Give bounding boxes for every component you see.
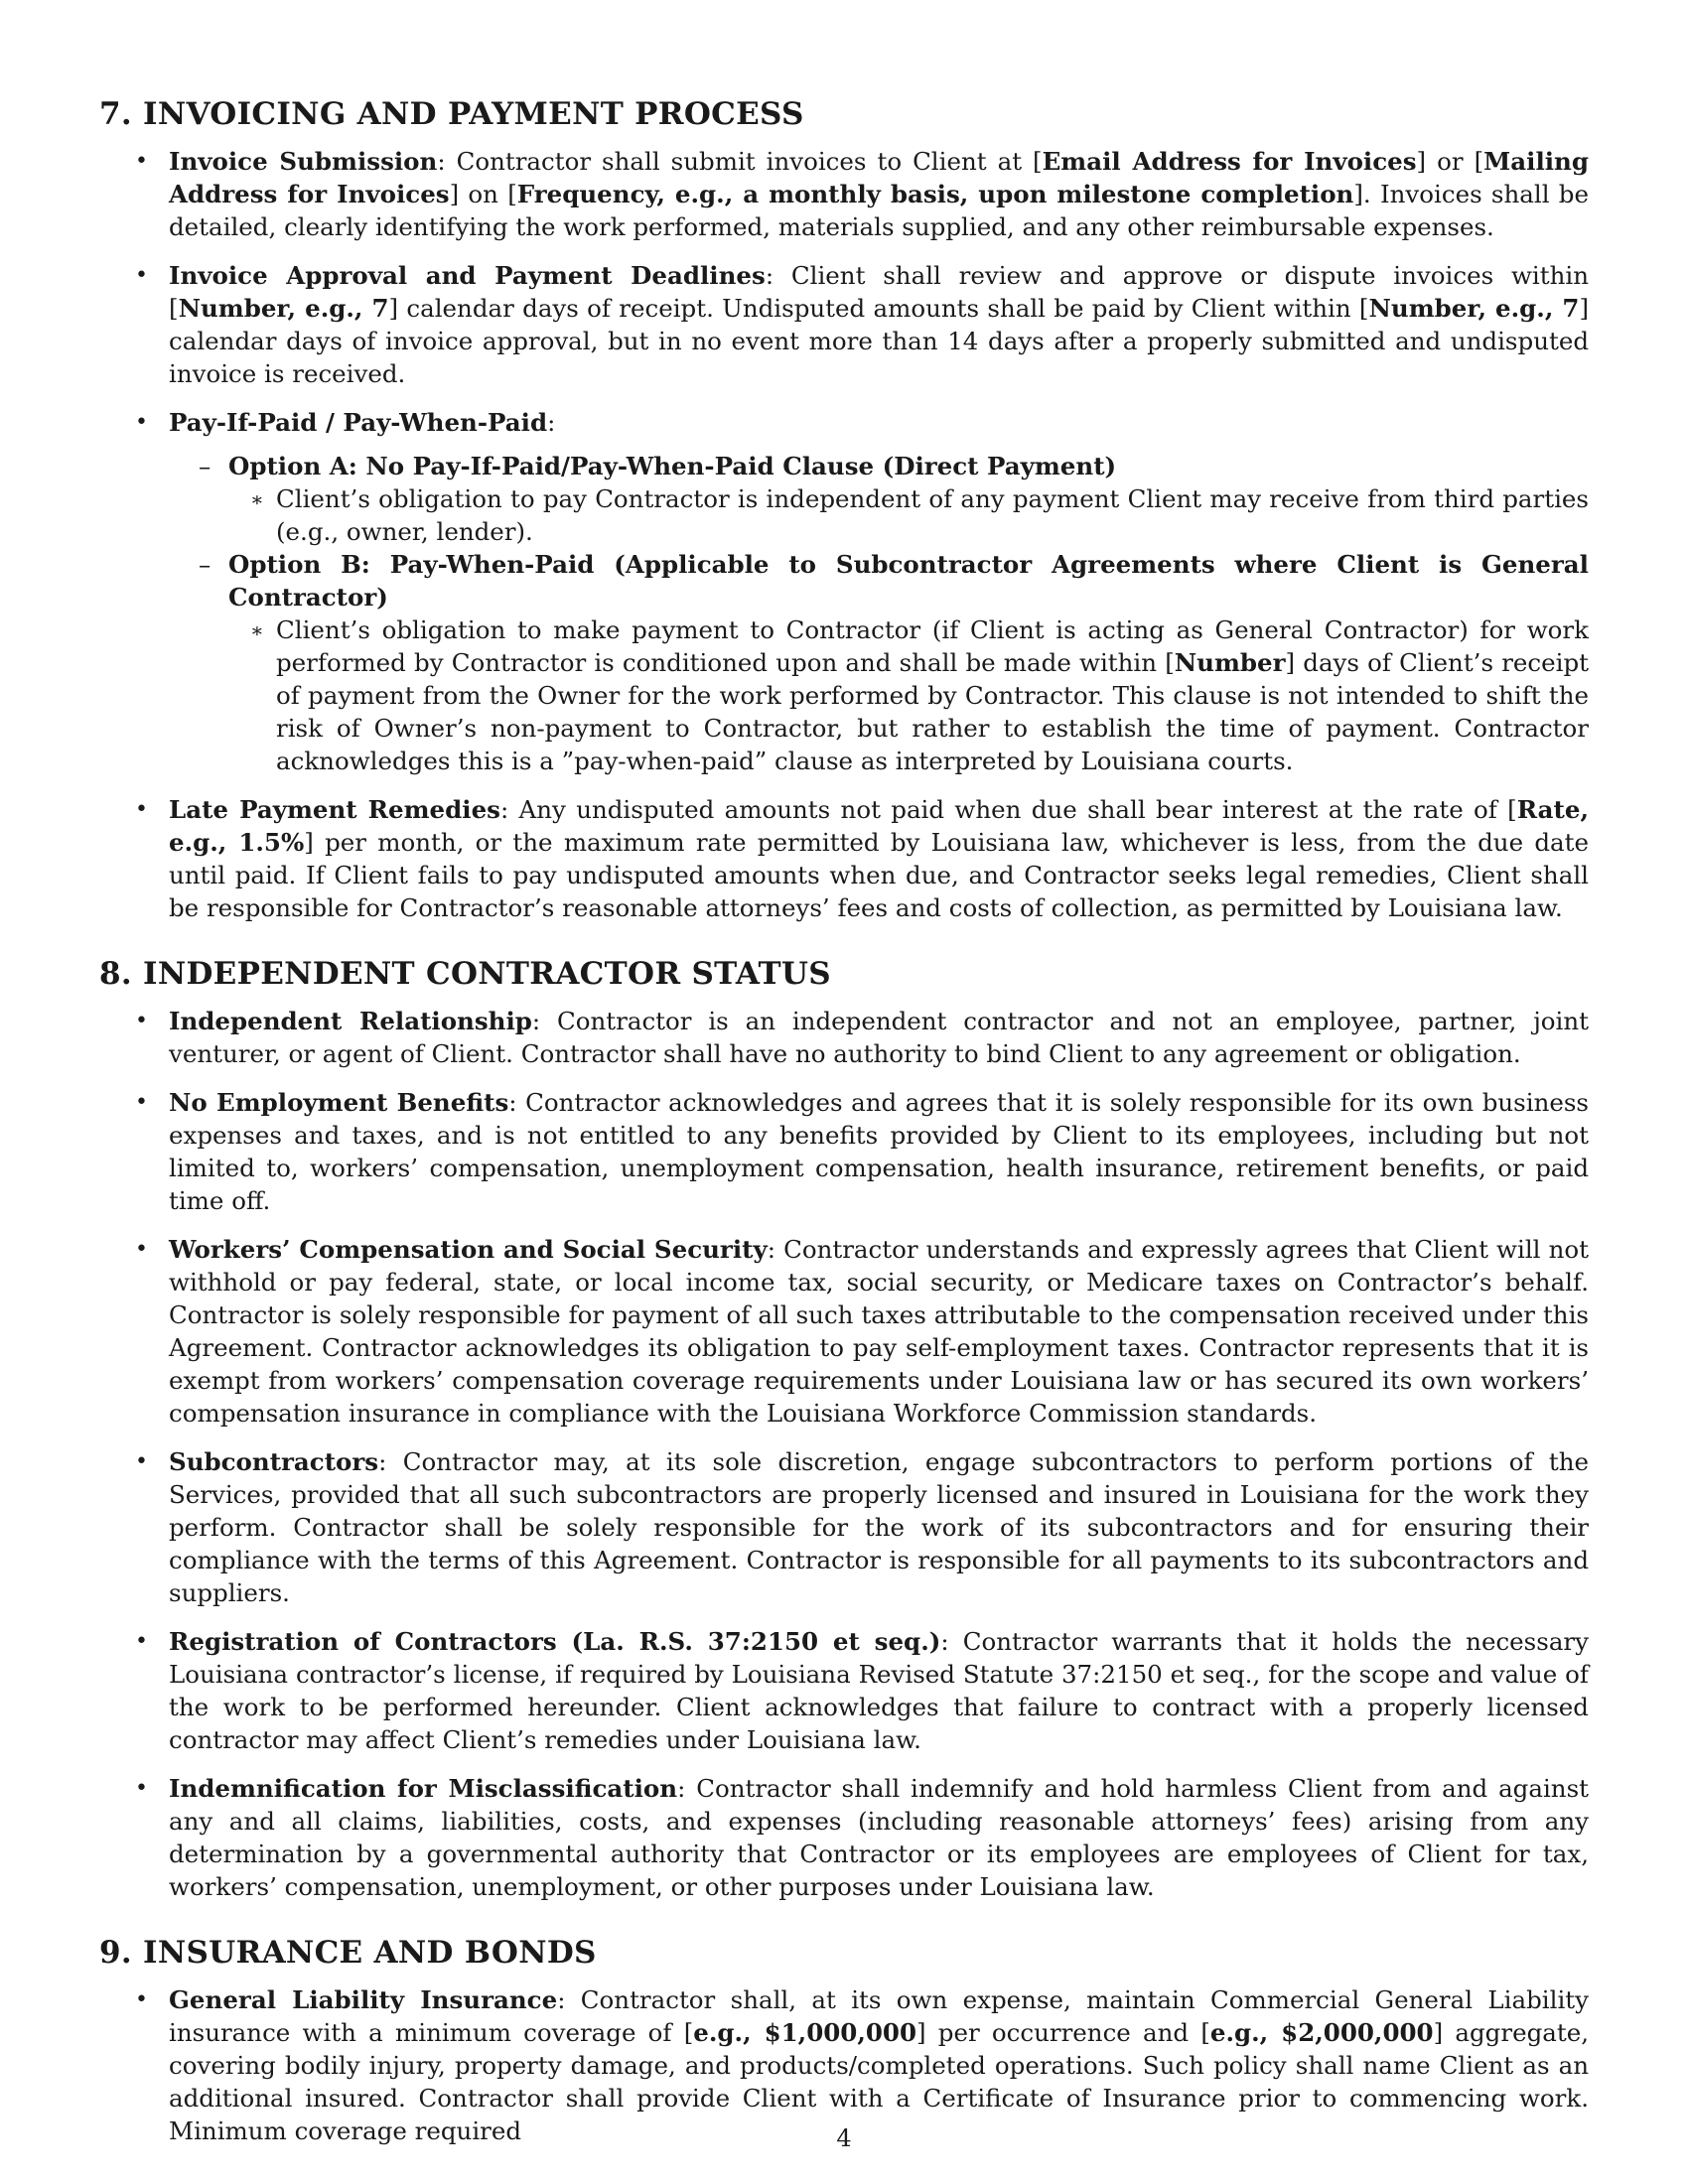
bullet-icon: • — [135, 1237, 148, 1262]
list-item — [99, 1772, 1589, 1903]
option-list — [169, 450, 1589, 777]
item-title: Registration of Contractors (La. R.S. 37:2150 et seq.) — [169, 1627, 941, 1656]
list-item — [99, 1005, 1589, 1070]
item-text: ] aggregate, covering bodily injury, property damage, and products/completed operations. Such policy shall name Client as an additional insured. Contractor shall provide Client with a Certificate of Insurance prior to commencing work. Minimum coverage required — [169, 2018, 1589, 2145]
item-title: Independent Relationship — [169, 1007, 532, 1035]
item-title: Indemnification for Misclassification — [169, 1774, 678, 1803]
document-page — [99, 94, 1589, 2163]
item-text: : Contractor understands and expressly agrees that Client will not withhold or pay federal, state, or local income tax, social security, or Medicare taxes on Contractor’s behalf. Contractor is solely responsible for payment of all such taxes attributable to the compensation received under this Agreement. Contractor acknowledges its obligation to pay self-employment taxes. Contractor represents that it is exempt from workers’ compensation coverage requirements under Louisiana law or has secured its own workers’ compensation insurance in compliance with the Louisiana Workforce Commission standards. — [169, 1235, 1589, 1428]
item-text: : — [547, 408, 556, 437]
placeholder-text: Number, e.g., 7 — [1368, 294, 1580, 323]
placeholder-text: Email Address for Invoices — [1042, 147, 1417, 176]
item-text: ] on [ — [449, 180, 517, 208]
item-text: ] per month, or the maximum rate permitted by Louisiana law, whichever is less, from the due date until paid. If Client fails to pay undisputed amounts when due, and Contractor seeks legal remedies, Client shall be responsible for Contractor’s reasonable attorneys’ fees and costs of collection, as permitted by Louisiana law. — [169, 828, 1589, 922]
item-text: : Contractor shall, at its own expense, maintain Commercial General Liability insurance with a minimum coverage of [ — [169, 1985, 1589, 2047]
item-text: : Contractor is an independent contractor and not an employee, partner, joint venturer, or agent of Client. Contractor shall have no authority to bind Client to any agreement or obligation. — [169, 1007, 1589, 1068]
list-item — [99, 406, 1589, 777]
list-item — [99, 1086, 1589, 1217]
item-text: : Contractor shall indemnify and hold harmless Client from and against any and all claims, liabilities, costs, and expenses (including reasonable attorneys’ fees) arising from any determination by a governmental authority that Contractor or its employees are employees of Client for tax, workers’ compensation, unemployment, or other purposes under Louisiana law. — [169, 1774, 1589, 1901]
item-text: : Client shall review and approve or dispute invoices within [ — [169, 261, 1589, 323]
placeholder-text: Mailing Address for Invoices — [169, 147, 1590, 208]
placeholder-text: Rate, e.g., 1.5% — [169, 795, 1589, 857]
sub-list — [228, 482, 1589, 548]
section-invoicing — [99, 94, 1589, 924]
item-title: Subcontractors — [169, 1447, 379, 1476]
item-text: Client’s obligation to make payment to Contractor (if Client is acting as General Contractor) for work performed by Contractor is conditioned upon and shall be made within [ — [276, 615, 1589, 677]
bullet-icon: • — [135, 149, 148, 174]
asterisk-icon: ∗ — [250, 618, 264, 642]
item-title: No Employment Benefits — [169, 1088, 509, 1117]
item-text: Client’s obligation to pay Contractor is independent of any payment Client may receive from third parties (e.g., owner, lender). — [276, 484, 1589, 546]
bullet-icon: • — [135, 1090, 148, 1115]
bullet-icon: • — [135, 1629, 148, 1654]
item-text: ] per occurrence and [ — [916, 2018, 1210, 2047]
option-item — [169, 548, 1589, 777]
section-heading: 7. INVOICING AND PAYMENT PROCESS — [99, 96, 804, 132]
bullet-list — [99, 1005, 1589, 1903]
section-heading: 9. INSURANCE AND BONDS — [99, 1935, 597, 1971]
list-item — [99, 1983, 1589, 2147]
placeholder-text: e.g., $2,000,000 — [1209, 2018, 1434, 2047]
option-label: Option B: Pay-When-Paid (Applicable to Subcontractor Agreements where Client is General Contractor) — [228, 550, 1589, 612]
section-insurance — [99, 1933, 1589, 2147]
placeholder-text: Number, e.g., 7 — [178, 294, 389, 323]
placeholder-text: Frequency, e.g., a monthly basis, upon milestone completion — [516, 180, 1354, 208]
item-title: General Liability Insurance — [169, 1985, 558, 2014]
bullet-icon: • — [135, 1776, 148, 1801]
page-number: 4 — [836, 2124, 852, 2152]
list-item — [99, 1625, 1589, 1756]
item-title: Late Payment Remedies — [169, 795, 500, 824]
bullet-list — [99, 1983, 1589, 2147]
section-independent-contractor — [99, 954, 1589, 1903]
bullet-icon: • — [135, 410, 148, 435]
placeholder-text: Number — [1174, 648, 1286, 677]
bullet-icon: • — [135, 1987, 148, 2012]
list-item — [99, 1445, 1589, 1609]
dash-icon: – — [199, 452, 211, 480]
dash-icon: – — [199, 550, 211, 579]
bullet-icon: • — [135, 797, 148, 822]
item-text: ]. Invoices shall be detailed, clearly identifying the work performed, materials supplied, and any other reimbursable expenses. — [169, 180, 1589, 241]
list-item — [99, 259, 1589, 390]
sub-item — [228, 482, 1589, 548]
list-item — [99, 145, 1589, 243]
item-text: : Contractor may, at its sole discretion, engage subcontractors to perform portions of the Services, provided that all such subcontractors are properly licensed and insured in Louisiana for the work they perform. Contractor shall be solely responsible for the work of its subcontractors and for ensuring their compliance with the terms of this Agreement. Contractor is responsible for all payments to its subcontractors and suppliers. — [169, 1447, 1589, 1607]
section-heading: 8. INDEPENDENT CONTRACTOR STATUS — [99, 956, 831, 992]
list-item — [99, 793, 1589, 924]
placeholder-text: e.g., $1,000,000 — [693, 2018, 917, 2047]
asterisk-icon: ∗ — [250, 487, 264, 511]
item-text: ] days of Client’s receipt of payment from the Owner for the work performed by Contractor. This clause is not intended to shift the risk of Owner’s non-payment to Contractor, but rather to establish the time of payment. Contractor acknowledges this is a ”pay-when-paid” clause as interpreted by Louisiana courts. — [276, 648, 1589, 775]
item-text: ] calendar days of receipt. Undisputed amounts shall be paid by Client within [ — [388, 294, 1369, 323]
item-text: : Any undisputed amounts not paid when due shall bear interest at the rate of [ — [499, 795, 1517, 824]
item-text: ] or [ — [1416, 147, 1484, 176]
item-text: : Contractor warrants that it holds the necessary Louisiana contractor’s license, if required by Louisiana Revised Statute 37:2150 et seq., for the scope and value of the work to be performed hereunder. Client acknowledges that failure to contract with a properly licensed contractor may affect Client’s remedies under Louisiana law. — [169, 1627, 1589, 1754]
option-item — [169, 450, 1589, 548]
option-label: Option A: No Pay-If-Paid/Pay-When-Paid Clause (Direct Payment) — [228, 452, 1117, 480]
item-title: Invoice Approval and Payment Deadlines — [169, 261, 766, 290]
sub-item — [228, 614, 1589, 777]
item-text: : Contractor acknowledges and agrees that it is solely responsible for its own business expenses and taxes, and is not entitled to any benefits provided by Client to its employees, including but not limited to, workers’ compensation, unemployment compensation, health insurance, retirement benefits, or paid time off. — [169, 1088, 1590, 1215]
bullet-list — [99, 145, 1589, 924]
item-title: Workers’ Compensation and Social Security — [169, 1235, 768, 1264]
item-title: Pay-If-Paid / Pay-When-Paid — [169, 408, 548, 437]
sub-list — [228, 614, 1589, 777]
list-item — [99, 1233, 1589, 1430]
item-text: : Contractor shall submit invoices to Client at [ — [437, 147, 1043, 176]
bullet-icon: • — [135, 1449, 148, 1474]
bullet-icon: • — [135, 263, 148, 288]
bullet-icon: • — [135, 1009, 148, 1033]
item-title: Invoice Submission — [169, 147, 438, 176]
item-text: ] calendar days of invoice approval, but in no event more than 14 days after a properly submitted and undisputed invoice is received. — [169, 294, 1590, 388]
